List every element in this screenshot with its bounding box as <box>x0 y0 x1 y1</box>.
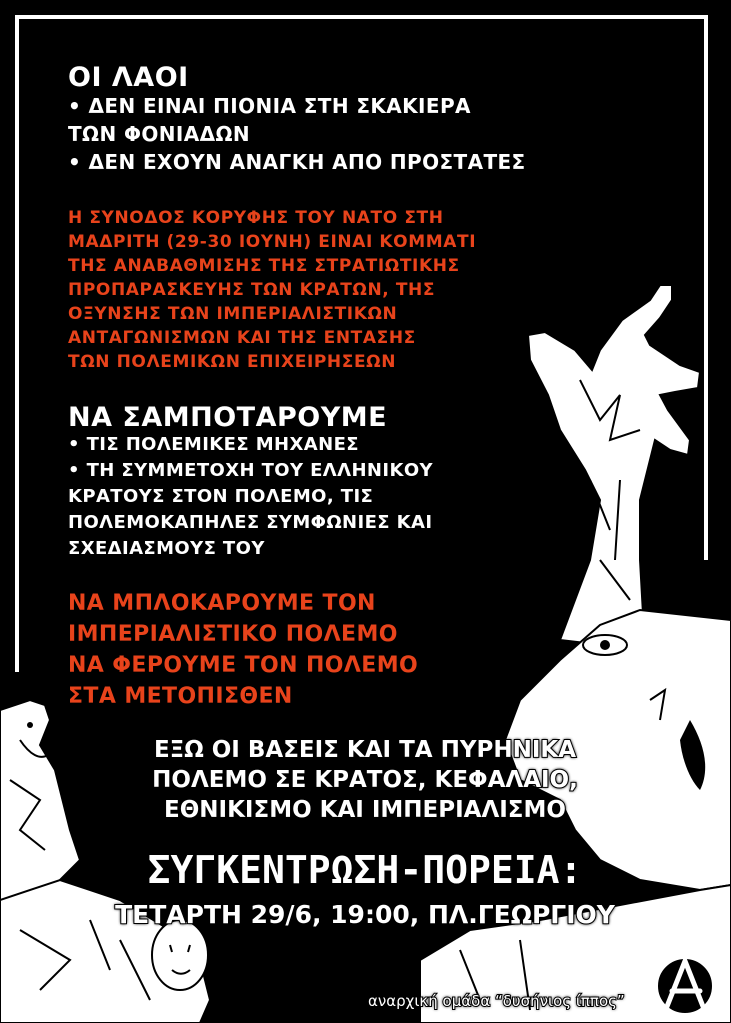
anarchy-icon <box>652 953 718 1019</box>
nato-line: ΤΗΣ ΑΝΑΒΑΘΜΙΣΗΣ ΤΗΣ ΣΤΡΑΤΙΩΤΙΚΗΣ <box>68 256 460 276</box>
event-title <box>40 848 690 892</box>
block-war-line: ΣΤΑ ΜΕΤΟΠΙΣΘΕΝ <box>68 684 293 709</box>
block-war-paragraph <box>68 588 418 712</box>
sabotage-line: ΚΡΑΤΟΥΣ ΣΤΟΝ ΠΟΛΕΜΟ, ΤΙΣ <box>68 486 374 507</box>
slogans <box>105 735 625 825</box>
event-details-text: ΤΕΤΑΡΤΗ 29/6, 19:00, ΠΛ.ΓΕΩΡΓΙΟΥ <box>115 900 615 929</box>
heading-peoples: ΟΙ ΛΑΟΙ <box>68 62 189 93</box>
sabotage-list <box>68 432 433 562</box>
peoples-line: ΤΩΝ ΦΟΝΙΑΔΩΝ <box>68 122 251 146</box>
sabotage-line: ΣΧΕΔΙΑΣΜΟΥΣ ΤΟΥ <box>68 538 265 559</box>
peoples-list <box>68 92 526 176</box>
nato-line: Η ΣΥΝΟΔΟΣ ΚΟΡΥΦΗΣ ΤΟΥ ΝΑΤΟ ΣΤΗ <box>68 208 444 228</box>
group-signature: αναρχική ομάδα “δυσήνιος ίππος” <box>368 992 625 1010</box>
sabotage-line: • ΤΙΣ ΠΟΛΕΜΙΚΕΣ ΜΗΧΑΝΕΣ <box>68 434 359 455</box>
block-war-line: ΝΑ ΜΠΛΟΚΑΡΟΥΜΕ ΤΟΝ <box>68 591 376 616</box>
block-war-line: ΙΜΠΕΡΙΑΛΙΣΤΙΚΟ ΠΟΛΕΜΟ <box>68 622 398 647</box>
peoples-line: • ΔΕΝ ΕΧΟΥΝ ΑΝΑΓΚΗ ΑΠΟ ΠΡΟΣΤΑΤΕΣ <box>68 150 526 174</box>
heading-sabotage: ΝΑ ΣΑΜΠΟΤΑΡΟΥΜΕ <box>68 402 388 433</box>
block-war-line: ΝΑ ΦΕΡΟΥΜΕ ΤΟΝ ΠΟΛΕΜΟ <box>68 653 419 678</box>
nato-paragraph <box>68 206 476 374</box>
slogan-line: ΠΟΛΕΜΟ ΣΕ ΚΡΑΤΟΣ, ΚΕΦΑΛΑΙΟ, <box>152 767 578 793</box>
sabotage-line: • ΤΗ ΣΥΜΜΕΤΟΧΗ ΤΟΥ ΕΛΛΗΝΙΚΟΥ <box>68 460 433 481</box>
raised-hand-illustration <box>528 285 700 650</box>
nato-line: ΠΡΟΠΑΡΑΣΚΕΥΗΣ ΤΩΝ ΚΡΑΤΩΝ, ΤΗΣ <box>68 280 436 300</box>
peoples-line: • ΔΕΝ ΕΙΝΑΙ ΠΙΟΝΙΑ ΣΤΗ ΣΚΑΚΙΕΡΑ <box>68 94 471 118</box>
event-details <box>40 900 690 930</box>
nato-line: ΜΑΔΡΙΤΗ (29-30 ΙΟΥΝΗ) ΕΙΝΑΙ ΚΟΜΜΑΤΙ <box>68 232 477 252</box>
nato-line: ΑΝΤΑΓΩΝΙΣΜΩΝ ΚΑΙ ΤΗΣ ΕΝΤΑΣΗΣ <box>68 328 416 348</box>
slogan-line: ΕΘΝΙΚΙΣΜΟ ΚΑΙ ΙΜΠΕΡΙΑΛΙΣΜΟ <box>164 797 566 823</box>
event-title-text: ΣΥΓΚΕΝΤΡΩΣΗ-ΠΟΡΕΙΑ: <box>147 848 583 892</box>
sabotage-line: ΠΟΛΕΜΟΚΑΠΗΛΕΣ ΣΥΜΦΩΝΙΕΣ ΚΑΙ <box>68 512 433 533</box>
slogan-line: ΕΞΩ ΟΙ ΒΑΣΕΙΣ ΚΑΙ ΤΑ ΠΥΡΗΝΙΚΑ <box>153 737 577 763</box>
nato-line: ΟΞΥΝΣΗΣ ΤΩΝ ΙΜΠΕΡΙΑΛΙΣΤΙΚΩΝ <box>68 304 398 324</box>
nato-line: ΤΩΝ ΠΟΛΕΜΙΚΩΝ ΕΠΙΧΕΙΡΗΣΕΩΝ <box>68 352 397 372</box>
